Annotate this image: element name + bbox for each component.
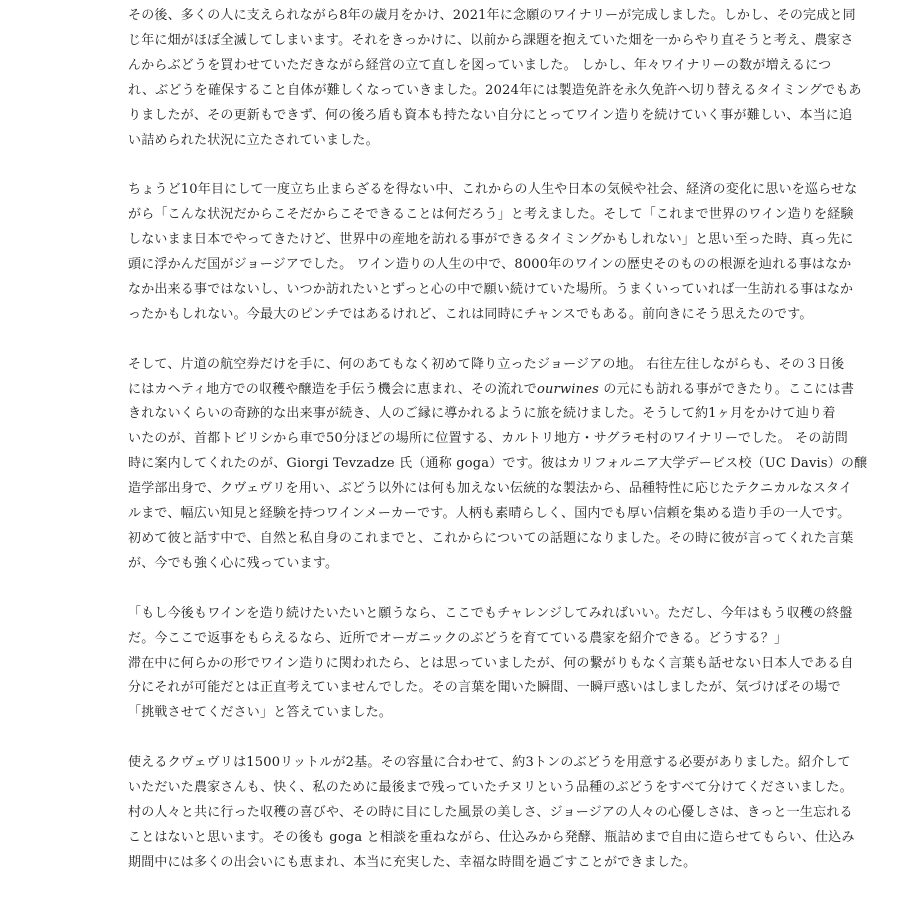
text-line: ことはないと思います。その後も goga と相談を重ねながら、仕込みから発酵、瓶詰めまで自由に造らせてもらい、仕込み (128, 829, 855, 845)
paragraph (128, 751, 855, 876)
text-line: 「挑戦させてください」と答えていました。 (128, 705, 393, 721)
paragraph-quote (128, 602, 854, 727)
text-line: 初めて彼と話す中で、自然と私自身のこれまでと、これからについての話題になりました。その時に彼が言ってくれた言葉 (128, 531, 854, 546)
winery-name: ourwines (536, 381, 599, 397)
article-body (128, 4, 868, 901)
text-line: 使えるクヴェヴリは1500リットルが2基。その容量に合わせて、約3トンのぶどうを用意する必要がありました。紹介して (128, 755, 851, 771)
paragraph (128, 353, 868, 577)
paragraph (128, 178, 858, 327)
text-line: いただいた農家さんも、快く、私のために最後まで残っていたチヌリという品種のぶどうをすべて分けてくださいました。 (128, 780, 853, 796)
text-line: りましたが、その更新もできず、何の後ろ盾も資本も持たない自分にとってワイン造りを続けていく事が難しい、本当に追 (128, 107, 853, 123)
text-line: れ、ぶどうを確保すること自体が難しくなっていきました。2024年には製造免許を永久免許へ切り替えるタイミングでもあ (128, 82, 862, 98)
text-line: ルまで、幅広い知見と経験を持つワインメーカーです。人柄も素晴らしく、国内でも厚い信頼を集める造り手の一人です。 (128, 506, 851, 522)
text-line: ったかもしれない。今最大のピンチではあるけれど、これは同時にチャンスでもある。前向きにそう思えたのです。 (128, 306, 813, 322)
text-line: い詰められた状況に立たされていました。 (128, 132, 379, 148)
text-line: そして、片道の航空券だけを手に、何のあてもなく初めて降り立ったジョージアの地。 右往左往しながらも、その３日後 (128, 356, 845, 372)
text-line: しないまま日本でやってきたけど、世界中の産地を訪れる事ができるタイミングかもしれない」と思い至った時、真っ先に (128, 232, 854, 248)
text-line: 期間中には多くの出会いにも恵まれ、本当に充実した、幸福な時間を過ごすことができました。 (128, 854, 697, 870)
text-line: 滞在中に何らかの形でワイン造りに関われたら、とは思っていましたが、何の繋がりもなく言葉も話せない日本人である自 (128, 655, 854, 671)
text-fragment: の元にも訪れる事ができたり。ここには書 (599, 381, 855, 397)
text-line (128, 378, 855, 403)
text-line: きれないくらいの奇跡的な出来事が続き、人のご縁に導かれるように旅を続けました。そうして約1ヶ月をかけて辿り着 (128, 406, 836, 422)
text-line: 分にそれが可能だとは正直考えていませんでした。その言葉を聞いた瞬間、一瞬戸惑いはしましたが、気づけばその場で (128, 680, 841, 696)
text-fragment: にはカヘティ地方での収穫や醸造を手伝う機会に恵まれ、その流れで (128, 381, 537, 397)
text-line: が、今でも強く心に残っています。 (128, 555, 339, 571)
text-line: 時に案内してくれたのが、Giorgi Tevzadze 氏（通称 goga）です。彼はカリフォルニア大学デービス校（UC Davis）の醸 (128, 456, 868, 472)
text-line: 「もし今後もワインを造り続けたいたいと願うなら、ここでもチャレンジしてみればいい。ただし、今年はもう収穫の終盤 (128, 605, 853, 621)
text-line: 頭に浮かんだ国がジョージアでした。 ワイン造りの人生の中で、8000年のワインの歴史そのものの根源を辿れる事はなか (128, 257, 852, 273)
text-line: がら「こんな状況だからこそだからこそできることは何だろう」と考えました。そして「これまで世界のワイン造りを経験 (128, 207, 854, 223)
text-line: その後、多くの人に支えられながら8年の歳月をかけ、2021年に念願のワイナリーが完成しました。しかし、その完成と同 (128, 8, 856, 23)
text-line: んからぶどうを買わせていただきながら経営の立て直しを図っていました。 しかし、年々ワイナリーの数が増えるにつ (128, 57, 832, 73)
text-line: だ。今ここで返事をもらえるなら、近所でオーガニックのぶどうを育てている農家を紹介できる。どうする？」 (128, 630, 788, 646)
text-line: 村の人々と共に行った収穫の喜びや、その時に目にした風景の美しさ、ジョージアの人々の心優しさは、きっと一生忘れる (128, 804, 853, 820)
text-line: いたのが、首都トビリシから車で50分ほどの場所に位置する、カルトリ地方・サグラモ村のワイナリーでした。 その訪問 (128, 431, 848, 447)
text-line: なか出来る事ではないし、いつか訪れたいとずっと心の中で願い続けていた場所。うまくいっていれば一生訪れる事はなか (128, 281, 854, 297)
paragraph (128, 4, 862, 153)
text-line: ちょうど10年目にして一度立ち止まらざるを得ない中、これからの人生や日本の気候や社会、経済の変化に思いを巡らせな (128, 182, 858, 198)
text-line: じ年に畑がほぼ全滅してしまいます。それをきっかけに、以前から課題を抱えていた畑を一からやり直そうと考え、農家さ (128, 32, 854, 48)
text-line: 造学部出身で、クヴェヴリを用い、ぶどう以外には何も加えない伝統的な製法から、品種特性に応じたテクニカルなスタイ (128, 481, 853, 497)
